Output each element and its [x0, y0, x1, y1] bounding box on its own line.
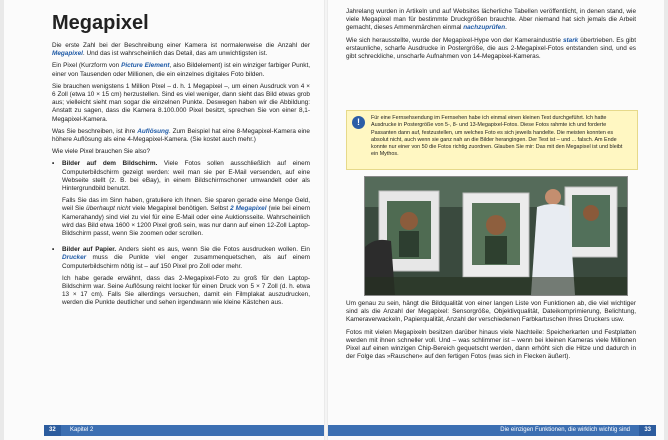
bullet-icon: •	[52, 246, 55, 254]
page-footer	[328, 425, 656, 436]
note-box	[346, 110, 638, 170]
bullet-item: • Bilder auf Papier. Anders sieht es aus, wenn Sie die Fotos ausdrucken wollen. Ein Drucker muss die Punkte viel enger zusammenquetschen, als auf einem Computerbildschirm nötig ist – auf 150 Pixel pro Zoll oder mehr. Ich habe gerade erwähnt, dass das 2-Megapixel-Foto zu groß für den Laptop-Bildschirm war. Seine Auflösung reicht locker für einen Druck von 5 × 7 Zoll (d. h. etwa 13 × 17 cm). Falls Sie allerdings versuchen, damit ein Filmplakat auszudrucken, werden die Punkte deutlicher und sehen irgendwann wie kleine Kästchen aus.	[52, 246, 310, 311]
bullet-icon: •	[52, 160, 55, 168]
left-column	[52, 42, 310, 316]
paragraph: Die erste Zahl bei der Beschreibung einer Kamera ist normalerweise die Anzahl der Megapixel. Und das ist wahrscheinlich das Detail, das am unwichtigsten ist.	[52, 42, 310, 58]
right-column-top	[346, 8, 636, 65]
photo-illustration	[365, 177, 627, 295]
left-page	[4, 0, 324, 440]
page-footer	[44, 425, 324, 436]
paragraph: Wie sich herausstellte, wurde der Megapixel-Hype von der Kameraindustrie stark übertrieben. Es gibt erstaunliche, scharfe Ausdrucke in Postergröße, die aus 2-Megapixel-Fotos entstanden sind, und es gibt schreckliche, unscharfe Aufnahmen von 14-Megapixel-Kameras.	[346, 36, 636, 61]
paragraph: Wie viele Pixel brauchen Sie also?	[52, 148, 151, 156]
note-text: Für eine Fernsehsendung im Fernsehen habe ich einmal einen kleinen Test durchgeführt. Ich hatte Ausdrucke in Postergröße von 5-, 8- und 13-Megapixel-Fotos. Diese Fotos rahmte ich und forderte Passanten dann auf, festzustellen, um welches Foto es sich jeweils handelte. Die meisten konnten es absolut nicht, auch wenn sie ganz nah an die Bilder herangingen. Der Test ist – und ... falsch. Am Ende konnte nur einer von 50 die Fotos richtig zuordnen. Glauben Sie mir: Das mit den Megapixel ist und bleibt ein Mythos.	[371, 115, 623, 158]
right-column-bottom	[346, 300, 636, 365]
chapter-label: Kapitel 2	[70, 427, 94, 433]
info-icon: !	[352, 116, 365, 129]
chapter-label: Die einzigen Funktionen, die wirklich wichtig sind	[500, 427, 630, 433]
page-number: 32	[44, 425, 61, 436]
paragraph: Was Sie beschreiben, ist ihre Auflösung. Zum Beispiel hat eine 8-Megapixel-Kamera eine höhere Auflösung als eine 4-Megapixel-Kamera. (Sie kostet auch mehr.)	[52, 127, 310, 144]
paragraph: Fotos mit vielen Megapixeln besitzen darüber hinaus viele Nachteile: Speicherkarten und Festplatten werden mit ihnen schneller voll. Und – was schlimmer ist – wenn bei kleinen Kameras viele Millionen Pixel auf einen winzigen Chip-Bereich gequetscht werden, dann erhöht sich die Hitze und dadurch in der Folge das »Rauschen« auf den fertigen Fotos (was sich in Flecken äußert).	[346, 328, 636, 361]
bullet-item: • Bilder auf dem Bildschirm. Viele Fotos sollen ausschließlich auf einem Computerbildschirm gezeigt werden: weil man sie per E-Mail versenden, auf eine Webseite stellt (z. B. bei eBay), in einem Bildschirmschoner umwandelt oder als Hintergrundbild benutzt. Falls Sie das im Sinn haben, gratuliere ich Ihnen. Sie sparen gerade eine Menge Geld, weil Sie überhaupt nicht viele Megapixel benötigen. Selbst 2 Megapixel (wie bei einem Kamerahandy) sind viel zu viel für eine E-Mail oder eine Auktionsseite. Wahrscheinlich wird das Bild etwa 1600 × 1200 Pixel groß sein, was nur dann auf einen 12-Zoll Laptop-Bildschirm passt, wenn Sie zoomen oder scrollen.	[52, 160, 310, 242]
paragraph: Ein Pixel (Kurzform von Picture Element, also Bildelement) ist ein winziger farbiger Punkt, einer von Tausenden oder Millionen, die ein einzelnes digitales Foto bilden.	[52, 62, 310, 78]
page-number: 33	[639, 425, 656, 436]
paragraph: Jahrelang wurden in Artikeln und auf Websites lächerliche Tabellen veröffentlicht, in denen stand, wie viele Megapixel man für bestimmte Druckgrößen brauchte. Aber niemand hat sich jemals die Arbeit gemacht, dieses Ammenmärchen einmal nachzuprüfen.	[346, 8, 636, 32]
gallery-photo	[364, 176, 628, 296]
page-title: Megapixel	[52, 12, 149, 34]
paragraph: Sie brauchen wenigstens 1 Million Pixel – d. h. 1 Megapixel –, um einen Ausdruck von 4 × 6 Zoll (etwa 10 × 15 cm) herzustellen. Sind es viel weniger, dann sieht das Bild etwas grob aus; vielleicht sieht man sogar die einzelnen Punkte. Deswegen haben wir die Abbildung: Anstatt zu sagen, dass die Kamera 8.100.000 Pixel besitzt, sprechen Sie von einer 8,1-Megapixel-Kamera.	[52, 82, 310, 123]
paragraph: Um genau zu sein, hängt die Bildqualität von einer langen Liste von Funktionen ab, die viel wichtiger sind als die Anzahl der Megapixel: Sensorgröße, Objektivqualität, Dateikomprimierung, Belichtung, Kameraverwackeln, Papierqualität, Anzahl der verschiedenen Farbkartuschen Ihres Druckers usw.	[346, 300, 636, 324]
right-page	[328, 0, 664, 440]
